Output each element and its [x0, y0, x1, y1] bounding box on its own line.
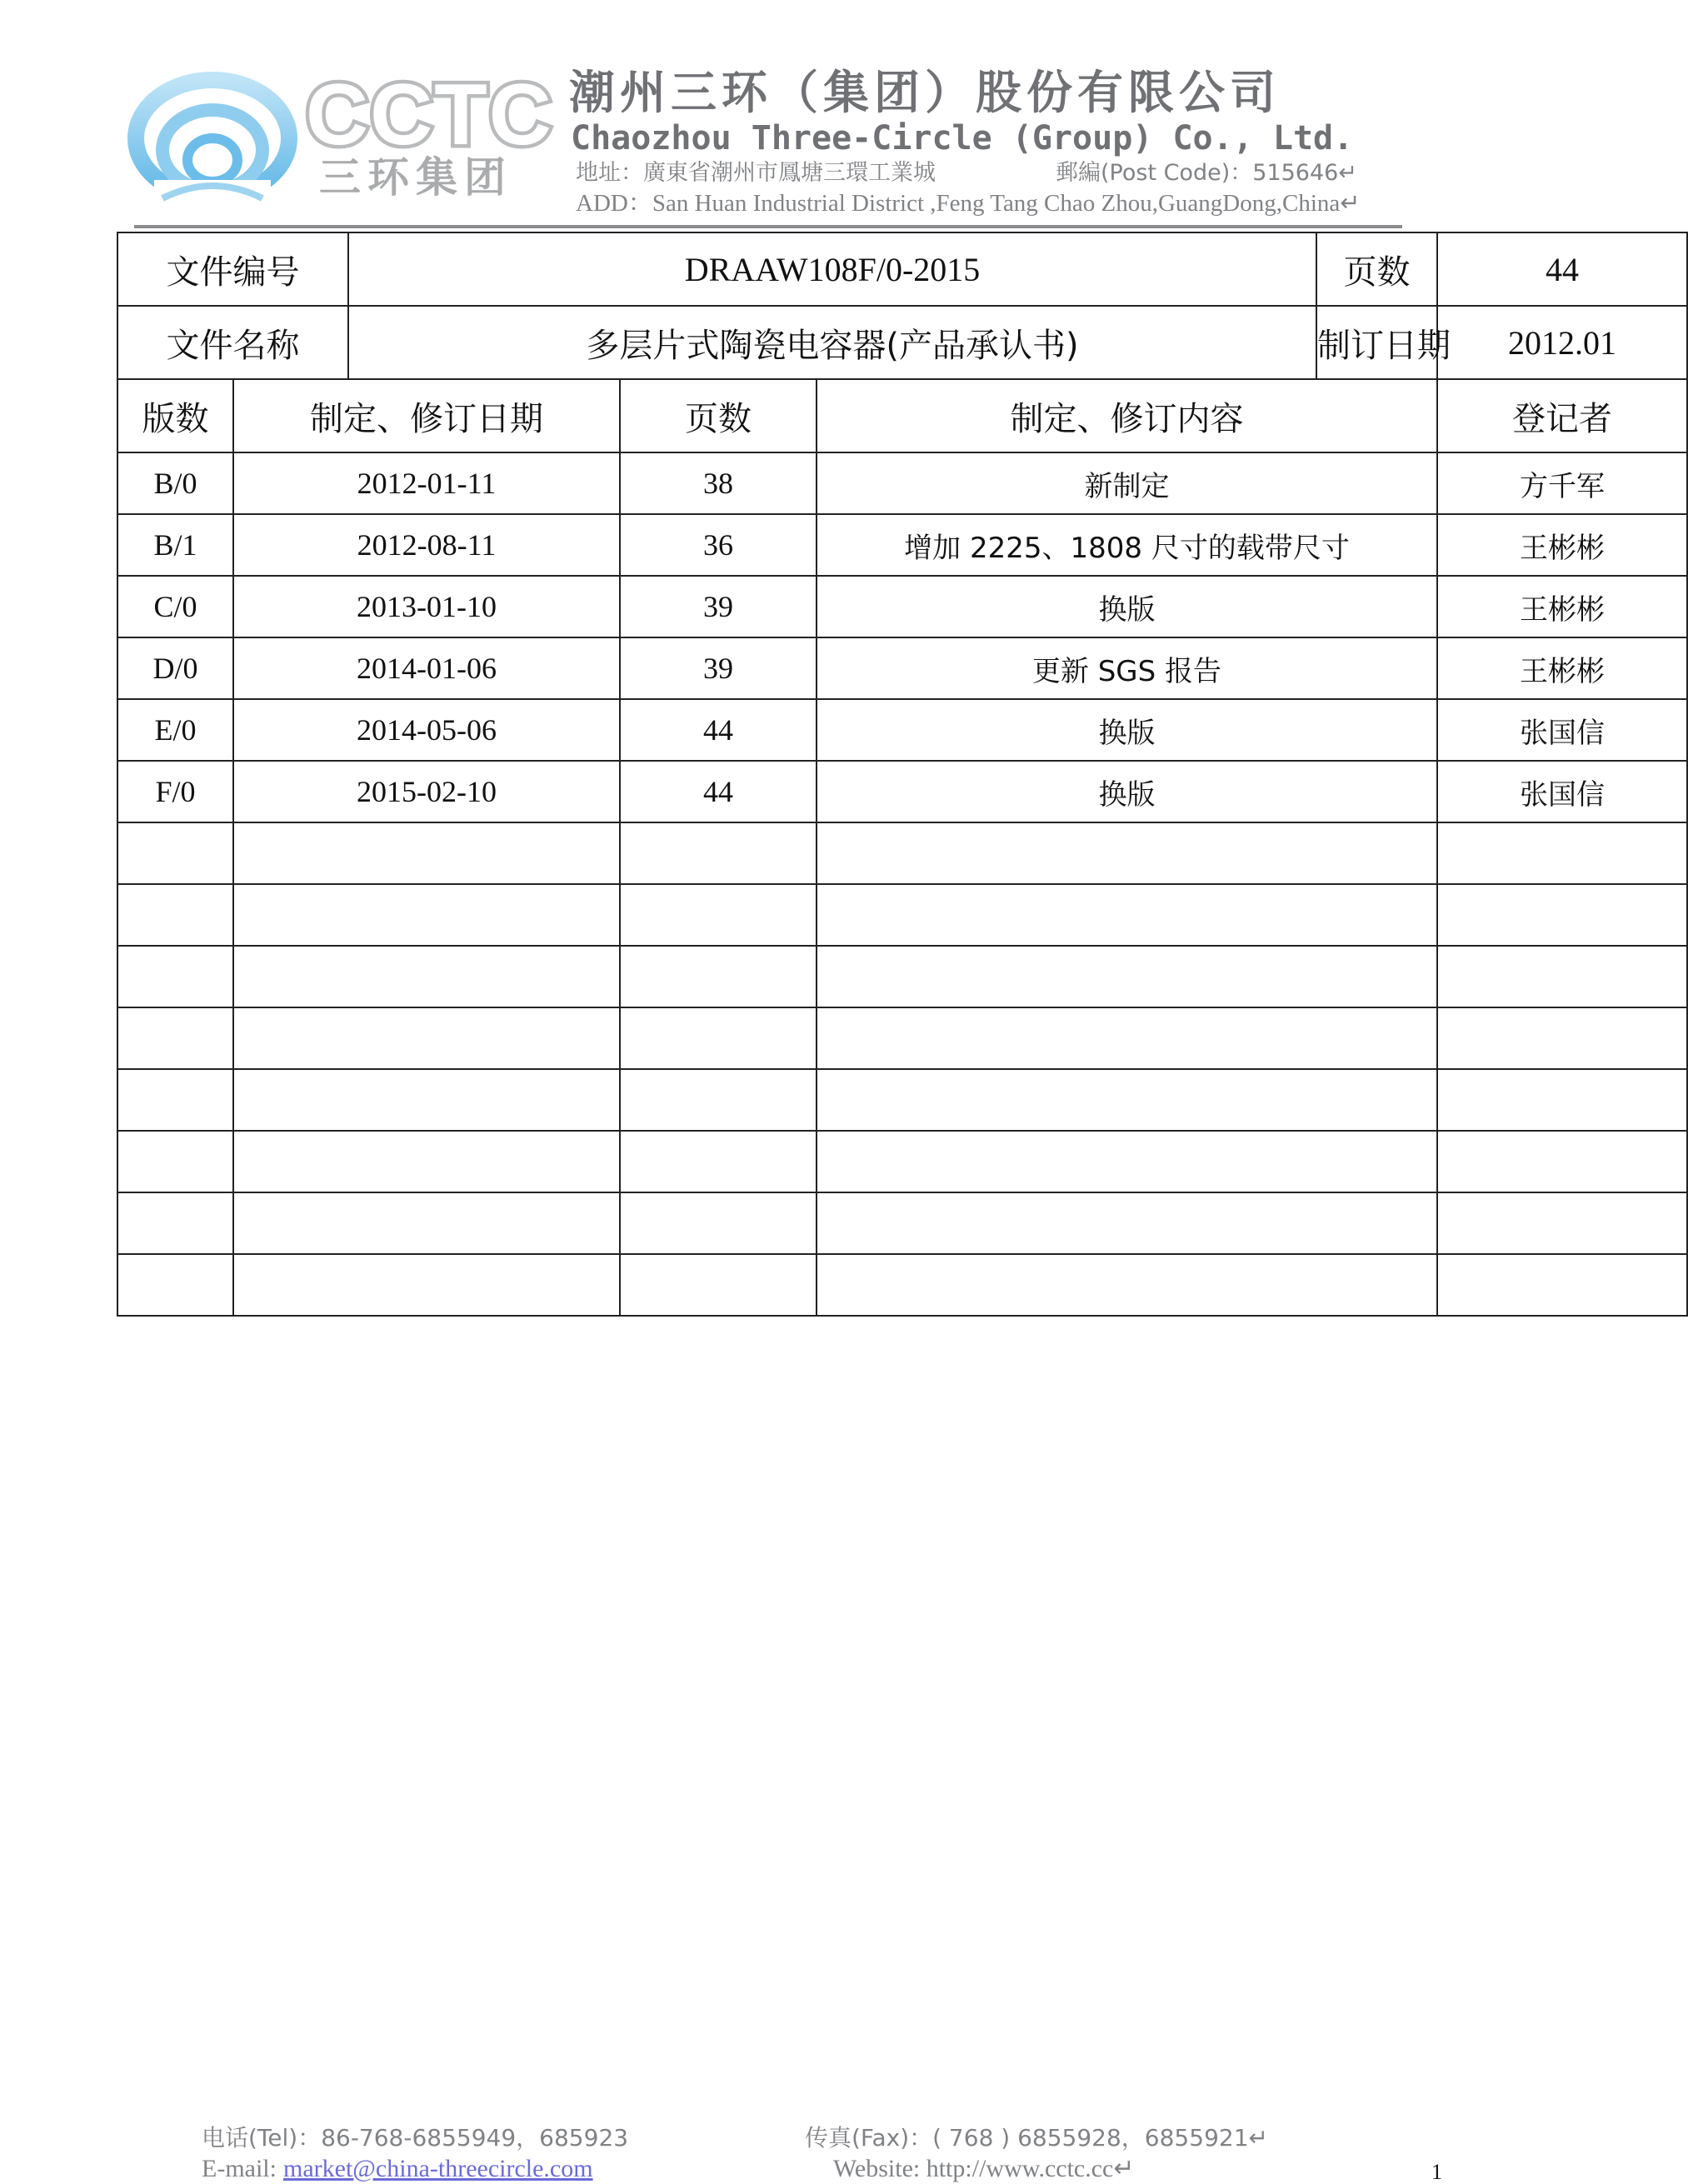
- footer-email-label: E-mail:: [202, 2155, 277, 2182]
- cell-pages: 39: [620, 576, 817, 637]
- header-version: 版数: [117, 379, 233, 452]
- cell-version: D/0: [117, 637, 233, 699]
- table-row: [117, 637, 1687, 699]
- file-number-label: 文件编号: [117, 232, 348, 306]
- cell-pages: 38: [620, 452, 817, 514]
- empty-table-row: [117, 946, 1687, 1007]
- cell-recorder: 王彬彬: [1437, 637, 1687, 699]
- company-name-chinese: 潮州三环（集团）股份有限公司: [569, 66, 1281, 119]
- cell-recorder: 张国信: [1437, 761, 1687, 822]
- cell-content: 换版: [817, 699, 1437, 761]
- pages-value: 44: [1437, 232, 1687, 306]
- file-name-value: 多层片式陶瓷电容器(产品承认书): [348, 306, 1316, 379]
- address-english: ADD：San Huan Industrial District ,Feng Tang Chao Zhou,GuangDong,China↵: [576, 190, 1361, 217]
- header-pages: 页数: [620, 379, 817, 452]
- footer-website: Website: http://www.cctc.cc↵: [833, 2155, 1135, 2182]
- cell-date: 2014-05-06: [233, 699, 620, 761]
- empty-table-row: [117, 1007, 1687, 1069]
- header-recorder: 登记者: [1437, 379, 1687, 452]
- post-code: 郵編(Post Code)：515646↵: [1056, 160, 1357, 186]
- file-name-row: [117, 306, 1687, 379]
- logo-letters: CCTC: [306, 67, 553, 163]
- cell-date: 2012-01-11: [233, 452, 620, 514]
- header-content: 制定、修订内容: [817, 379, 1437, 452]
- cell-date: 2012-08-11: [233, 514, 620, 576]
- table-row: [117, 452, 1687, 514]
- cell-content: 换版: [817, 576, 1437, 637]
- cell-pages: 44: [620, 761, 817, 822]
- table-row: [117, 514, 1687, 576]
- letterhead: [129, 58, 1421, 225]
- cell-pages: 44: [620, 699, 817, 761]
- file-name-label: 文件名称: [117, 306, 348, 379]
- empty-table-row: [117, 884, 1687, 946]
- cell-version: C/0: [117, 576, 233, 637]
- cell-date: 2013-01-10: [233, 576, 620, 637]
- footer-fax: 传真(Fax)：( 768 ) 6855928，6855921↵: [805, 2124, 1268, 2152]
- cell-content: 增加 2225、1808 尺寸的载带尺寸: [817, 514, 1437, 576]
- cell-pages: 36: [620, 514, 817, 576]
- cell-pages: 39: [620, 637, 817, 699]
- logo-chinese-name: 三环集团: [319, 153, 512, 202]
- table-row: [117, 761, 1687, 822]
- company-name-english: Chaozhou Three-Circle (Group) Co., Ltd.: [571, 119, 1354, 157]
- revision-table: [117, 232, 1688, 1317]
- cell-date: 2015-02-10: [233, 761, 620, 822]
- page-number: 1: [1431, 2160, 1442, 2184]
- cell-version: F/0: [117, 761, 233, 822]
- empty-table-row: [117, 822, 1687, 884]
- empty-table-row: [117, 1131, 1687, 1192]
- cell-recorder: 张国信: [1437, 699, 1687, 761]
- cell-content: 更新 SGS 报告: [817, 637, 1437, 699]
- empty-table-row: [117, 1254, 1687, 1316]
- revision-header-row: [117, 379, 1687, 452]
- cctc-logo-icon: [129, 73, 296, 207]
- footer-email-link[interactable]: market@china-threecircle.com: [283, 2155, 593, 2182]
- cell-content: 换版: [817, 761, 1437, 822]
- cell-version: B/1: [117, 514, 233, 576]
- table-row: [117, 576, 1687, 637]
- pages-label: 页数: [1316, 232, 1437, 306]
- revision-date-value: 2012.01: [1437, 306, 1687, 379]
- cell-content: 新制定: [817, 452, 1437, 514]
- cell-recorder: 方千军: [1437, 452, 1687, 514]
- cell-recorder: 王彬彬: [1437, 514, 1687, 576]
- header-divider: [134, 225, 1402, 228]
- file-number-value: DRAAW108F/0-2015: [348, 232, 1316, 306]
- cell-recorder: 王彬彬: [1437, 576, 1687, 637]
- revision-date-label: 制订日期: [1316, 306, 1437, 379]
- file-number-row: [117, 232, 1687, 306]
- empty-table-row: [117, 1192, 1687, 1254]
- header-date: 制定、修订日期: [233, 379, 620, 452]
- footer-telephone: 电话(Tel)：86-768-6855949，685923: [202, 2124, 629, 2152]
- address-chinese: 地址：廣東省潮州市鳳塘三環工業城: [576, 160, 936, 186]
- empty-table-row: [117, 1069, 1687, 1131]
- cell-version: B/0: [117, 452, 233, 514]
- cell-date: 2014-01-06: [233, 637, 620, 699]
- cell-version: E/0: [117, 699, 233, 761]
- table-row: [117, 699, 1687, 761]
